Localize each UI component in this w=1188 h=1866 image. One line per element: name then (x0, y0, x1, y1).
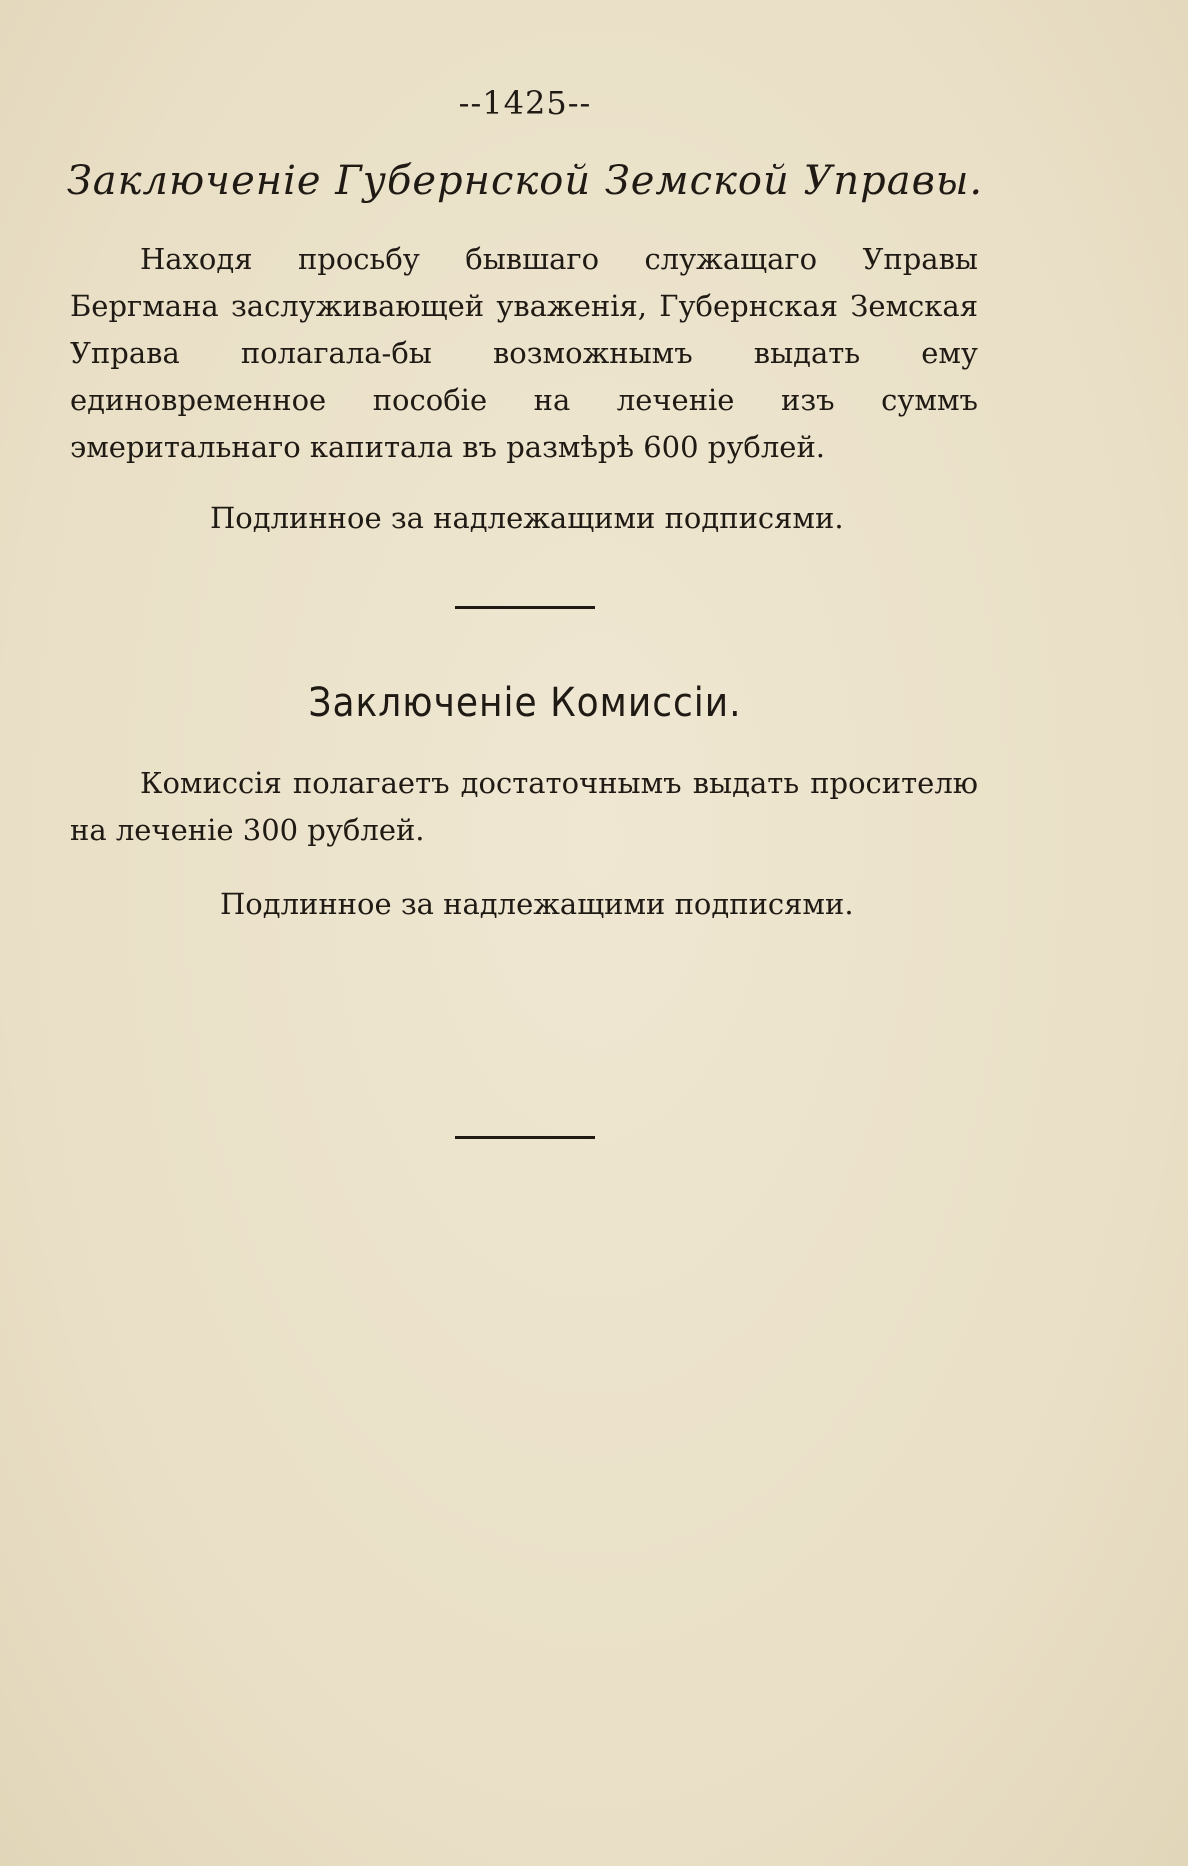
section2-paragraph: Комиссія полагаетъ достаточнымъ выдать просителю на леченіе 300 рублей. (70, 766, 978, 847)
section1-heading: Заключеніе Губернской Земской Управы. (66, 158, 984, 204)
section2-signature-note: Подлинное за надлежащими подписями. (220, 887, 854, 921)
page-number: --1425-- (458, 84, 592, 122)
section1-paragraph: Находя просьбу бывшаго служащаго Управы Бергмана заслуживающей уваженія, Губернская Земская Управа полагала-бы возможнымъ выдать ему единовременное пособіе на леченіе изъ суммъ эмеритальнаго капитала въ размѣрѣ 600 рублей. (70, 242, 978, 464)
divider-rule (455, 606, 595, 609)
end-rule (455, 1136, 595, 1139)
section1-signature-note: Подлинное за надлежащими подписями. (210, 501, 844, 535)
section2-heading: Заключеніе Комиссіи. (308, 680, 742, 726)
